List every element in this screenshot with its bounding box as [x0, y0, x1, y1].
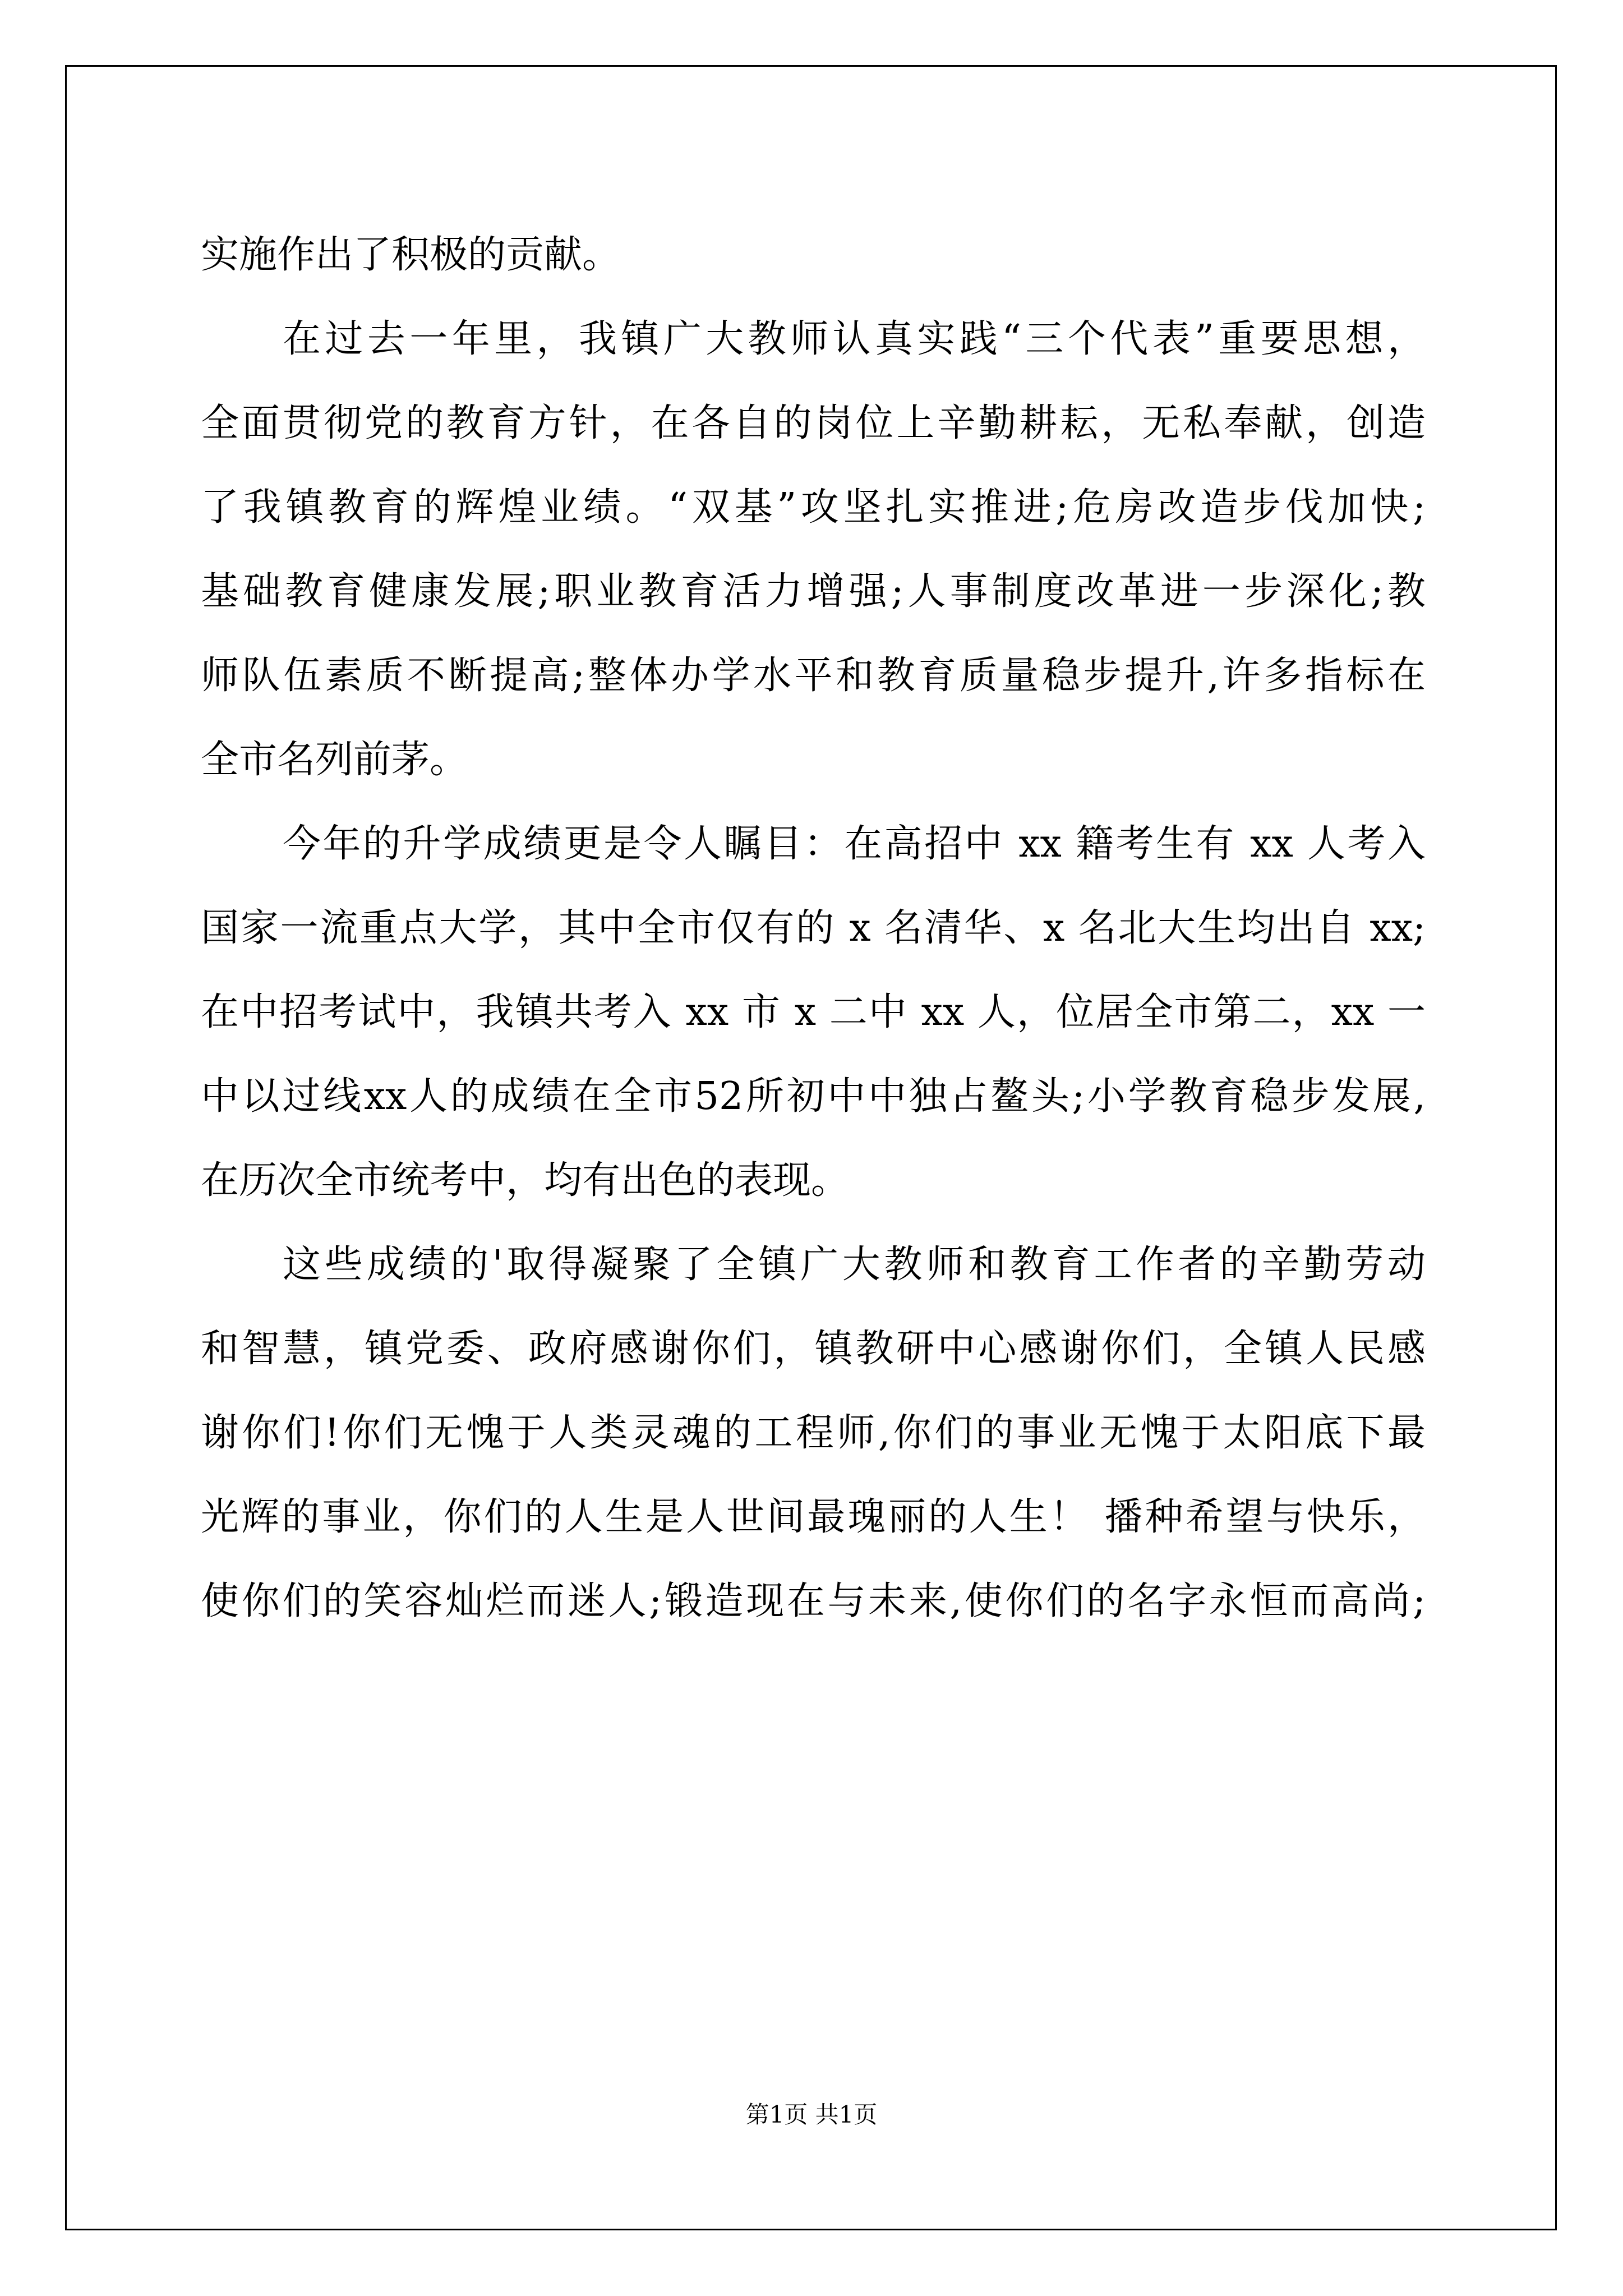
text-line: 今年的升学成绩更是令人瞩目：在高招中 xx 籍考生有 xx 人考入 — [283, 822, 1426, 866]
text-line: 在过去一年里，我镇广大教师认真实践“三个代表”重要思想， — [283, 317, 1426, 361]
text-line: 中以过线xx人的成绩在全市52所初中中独占鳌头;小学教育稳步发展, — [201, 1074, 1426, 1119]
text-line: 在中招考试中，我镇共考入 xx 市 x 二中 xx 人，位居全市第二，xx 一 — [201, 990, 1426, 1034]
text-line: 全面贯彻党的教育方针，在各自的岗位上辛勤耕耘，无私奉献，创造 — [201, 401, 1426, 445]
text-line: 了我镇教育的辉煌业绩。“双基”攻坚扎实推进;危房改造步伐加快; — [201, 485, 1426, 530]
text-line: 在历次全市统考中，均有出色的表现。 — [201, 1158, 850, 1203]
text-line: 全市名列前茅。 — [201, 738, 468, 782]
text-line: 使你们的笑容灿烂而迷人;锻造现在与未来,使你们的名字永恒而高尚; — [201, 1579, 1426, 1623]
text-line: 实施作出了积极的贡献。 — [201, 233, 621, 277]
document-body — [201, 213, 1426, 1644]
text-line: 这些成绩的'取得凝聚了全镇广大教师和教育工作者的辛勤劳动 — [283, 1243, 1426, 1287]
text-line: 基础教育健康发展;职业教育活力增强;人事制度改革进一步深化;教 — [201, 569, 1426, 614]
text-line: 光辉的事业，你们的人生是人世间最瑰丽的人生！ 播种希望与快乐， — [201, 1495, 1426, 1539]
text-line: 国家一流重点大学，其中全市仅有的 x 名清华、x 名北大生均出自 xx; — [201, 906, 1426, 950]
text-line: 和智慧，镇党委、政府感谢你们，镇教研中心感谢你们，全镇人民感 — [201, 1327, 1426, 1371]
page-footer: 第1页 共1页 — [745, 2101, 878, 2128]
text-line: 师队伍素质不断提高;整体办学水平和教育质量稳步提升,许多指标在 — [201, 654, 1426, 698]
text-line: 谢你们!你们无愧于人类灵魂的工程师,你们的事业无愧于太阳底下最 — [201, 1411, 1426, 1455]
